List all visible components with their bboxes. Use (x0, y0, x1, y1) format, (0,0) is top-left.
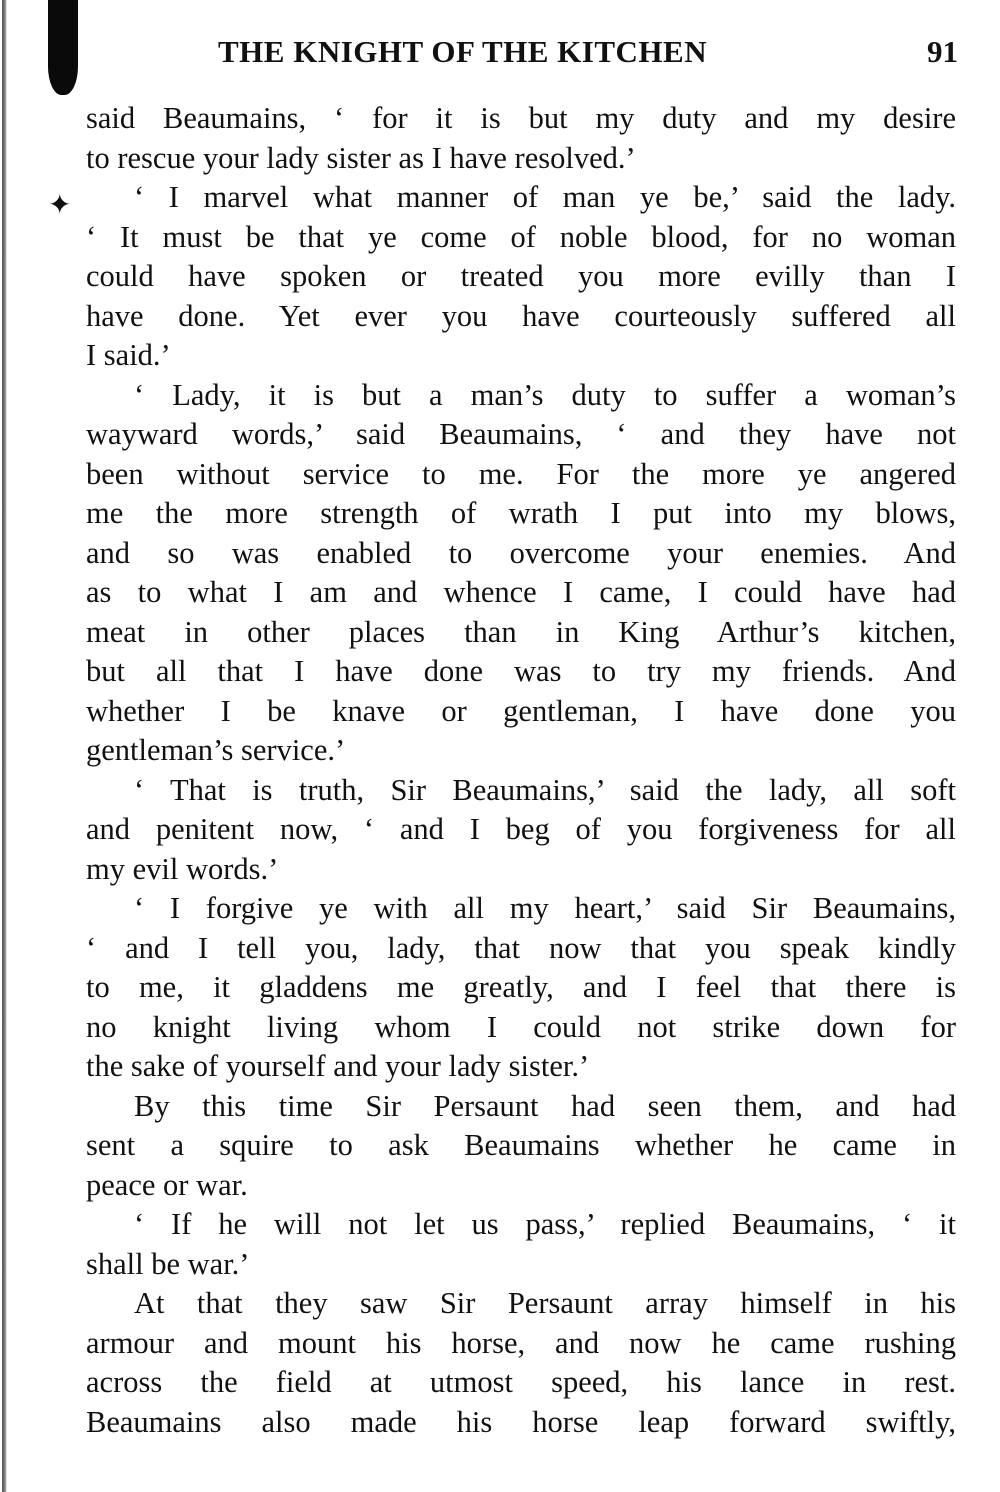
running-head (0, 30, 1000, 80)
text-line: ‘ and I tell you, lady, that now that you speak kindly (86, 930, 956, 965)
text-line: no knight living whom I could not strike down for (86, 1009, 956, 1044)
text-line: sent a squire to ask Beaumains whether he came in (86, 1128, 956, 1162)
text-line: been without service to me. For the more ye angered (86, 456, 956, 491)
text-line: across the field at utmost speed, his lance in rest. (86, 1365, 956, 1399)
text-line: ‘ That is truth, Sir Beaumains,’ said the lady, all soft (134, 772, 956, 807)
text-line: ‘ If he will not let us pass,’ replied Beaumains, ‘ it (134, 1207, 956, 1241)
text-line: to rescue your lady sister as I have resolved.’ (86, 140, 636, 175)
text-line: peace or war. (86, 1167, 248, 1202)
text-line: ‘ I marvel what manner of man ye be,’ said the lady. (134, 180, 956, 214)
text-line: ‘ It must be that ye come of noble blood, for no woman (86, 219, 956, 254)
text-line: could have spoken or treated you more evilly than I (86, 259, 956, 293)
text-line: to me, it gladdens me greatly, and I feel that there is (86, 970, 956, 1004)
page-number: 91 (927, 34, 958, 69)
text-line: have done. Yet ever you have courteously suffered all (86, 298, 956, 333)
margin-pointer-mark: ✦ (48, 190, 72, 221)
text-line: my evil words.’ (86, 851, 279, 886)
text-line: and so was enabled to overcome your enemies. And (86, 535, 956, 570)
scan-edge-shadow (2, 0, 7, 1492)
text-line: whether I be knave or gentleman, I have done you (86, 693, 956, 728)
text-line: gentleman’s service.’ (86, 733, 346, 767)
text-line: but all that I have done was to try my friends. And (86, 654, 956, 688)
running-title: THE KNIGHT OF THE KITCHEN (218, 34, 708, 69)
text-line: armour and mount his horse, and now he came rushing (86, 1325, 956, 1360)
text-line: me the more strength of wrath I put into my blows, (86, 496, 956, 530)
text-line: and penitent now, ‘ and I beg of you forgiveness for all (86, 812, 956, 846)
text-line: as to what I am and whence I came, I could have had (86, 575, 956, 609)
text-line: meat in other places than in King Arthur’s kitchen, (86, 614, 956, 649)
text-line: At that they saw Sir Persaunt array himself in his (134, 1286, 956, 1320)
text-line: ‘ Lady, it is but a man’s duty to suffer a woman’s (134, 377, 956, 412)
text-line: ‘ I forgive ye with all my heart,’ said Sir Beaumains, (134, 891, 956, 925)
text-line: I said.’ (86, 338, 171, 372)
text-line: Beaumains also made his horse leap forward swiftly, (86, 1404, 956, 1439)
text-line: wayward words,’ said Beaumains, ‘ and they have not (86, 417, 956, 451)
text-line: By this time Sir Persaunt had seen them, and had (134, 1088, 956, 1123)
text-line: said Beaumains, ‘ for it is but my duty and my desire (86, 101, 956, 135)
text-line: the sake of yourself and your lady sister.’ (86, 1049, 590, 1083)
body-text (86, 99, 956, 1442)
text-line: shall be war.’ (86, 1246, 250, 1281)
